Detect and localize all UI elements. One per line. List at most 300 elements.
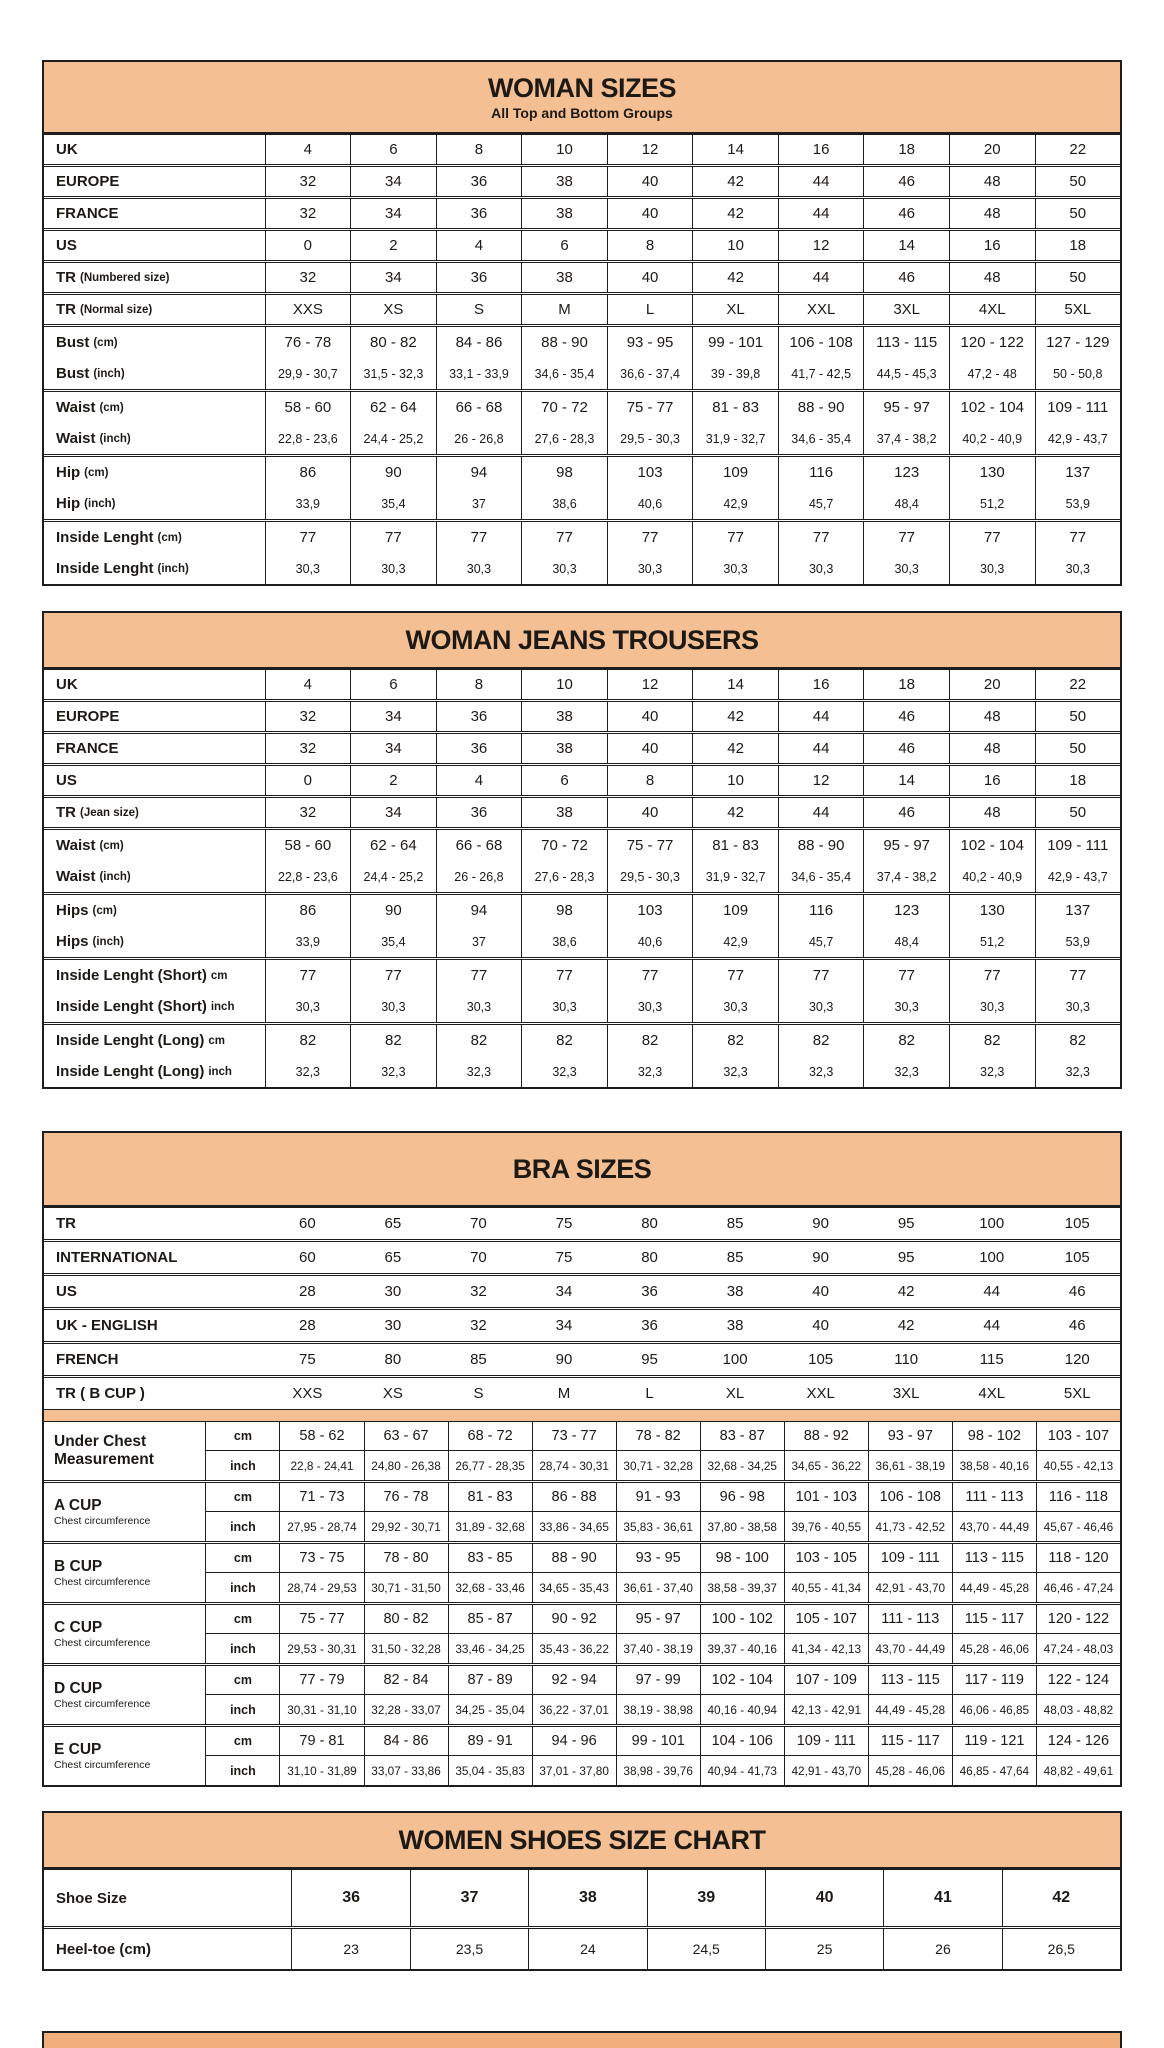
row-label-text: EUROPE — [56, 173, 120, 190]
cup-name: C CUP — [54, 1618, 103, 1636]
size-value-cell: 66 - 68 — [436, 830, 522, 861]
size-value-cell: 115 — [979, 1351, 1004, 1368]
size-value-cell: 32,3 — [350, 1056, 436, 1087]
size-value-cell: 116 - 118 — [1036, 1483, 1120, 1511]
cup-rows — [205, 1605, 1120, 1663]
size-value-cell: 91 - 93 — [616, 1483, 700, 1511]
size-value-cell: 46 — [1068, 1283, 1086, 1300]
size-value-cell: 4 — [265, 135, 351, 164]
size-value-cell: 75 — [299, 1351, 316, 1368]
size-value-cell: 48 — [949, 798, 1035, 827]
size-value-cell: 44 — [778, 702, 864, 731]
table-row — [44, 702, 1120, 731]
row-group — [44, 167, 1120, 199]
size-value-cell: 39 - 39,8 — [692, 358, 778, 389]
size-value-cell: 36,61 - 37,40 — [616, 1573, 700, 1602]
size-value-cell: 77 — [521, 960, 607, 991]
size-value-cell: 39,76 - 40,55 — [784, 1512, 868, 1541]
size-value-cell: 82 — [607, 1025, 693, 1056]
size-value-cell: 16 — [949, 766, 1035, 795]
size-value-cell: M — [557, 1385, 571, 1402]
size-value-cell: 42,9 — [692, 926, 778, 957]
size-value-cell: 32,3 — [949, 1056, 1035, 1087]
size-value-cell: 35,4 — [350, 926, 436, 957]
row-label-note: (Numbered size) — [80, 271, 170, 284]
size-value-cell: 95 — [897, 1215, 915, 1232]
table-title: BRA SIZES — [512, 1153, 652, 1184]
unit-cell: inch — [205, 1756, 279, 1785]
size-value-cell: 88 - 90 — [521, 327, 607, 358]
size-value-cell: 109 — [692, 895, 778, 926]
row-group — [44, 798, 1120, 830]
size-value-cell: 14 — [692, 670, 778, 699]
size-value-cell: 60 — [299, 1249, 316, 1266]
size-value-cell: 18 — [863, 135, 949, 164]
bra-sizes-table — [42, 1131, 1122, 1787]
table-row — [44, 1344, 1120, 1375]
size-value-cell: 77 — [436, 522, 522, 553]
size-value-cell: 84 - 86 — [364, 1727, 448, 1755]
table-row — [205, 1483, 1120, 1512]
size-value-cell: 115 - 117 — [868, 1727, 952, 1755]
size-value-cell: 31,9 - 32,7 — [692, 423, 778, 454]
table-row — [44, 798, 1120, 827]
row-label-text: FRANCE — [56, 205, 119, 222]
cup-subtitle: Chest circumference — [54, 1576, 151, 1589]
row-group — [44, 231, 1120, 263]
size-value-cell: 28 — [299, 1317, 316, 1334]
unit-cell: cm — [205, 1727, 279, 1755]
size-value-cell: 34 — [350, 263, 436, 292]
table-row — [44, 895, 1120, 926]
row-label — [44, 1870, 291, 1926]
size-value-cell: 98 — [521, 457, 607, 488]
row-label-note: (inch) — [84, 497, 116, 510]
row-label — [44, 960, 265, 991]
size-value-cell: 42 — [897, 1317, 915, 1334]
size-value-cell: 14 — [863, 766, 949, 795]
cup-label — [44, 1483, 205, 1541]
size-value-cell: 38 — [521, 702, 607, 731]
size-value-cell: 77 - 79 — [279, 1666, 363, 1694]
table-row — [205, 1573, 1120, 1602]
row-label-note: (cm) — [157, 531, 182, 544]
size-value-cell: 37,01 - 37,80 — [532, 1756, 616, 1785]
size-value-cell: 113 - 115 — [863, 327, 949, 358]
size-value-cell: 58 - 60 — [265, 392, 351, 423]
size-value-cell: 48 — [949, 167, 1035, 196]
table-row — [44, 1208, 1120, 1239]
size-value-cell: 38,6 — [521, 926, 607, 957]
size-value-cell: 32,3 — [863, 1056, 949, 1087]
size-value-cell: 130 — [949, 895, 1035, 926]
size-value-cell: 116 — [778, 895, 864, 926]
size-value-cell: 75 - 77 — [279, 1605, 363, 1633]
size-value-cell: 22,8 - 24,41 — [279, 1451, 363, 1480]
table-row — [44, 1870, 1120, 1926]
table-row — [44, 135, 1120, 164]
size-value-cell: 31,50 - 32,28 — [364, 1634, 448, 1663]
size-value-cell: 26,5 — [1002, 1929, 1120, 1969]
size-value-cell: 109 - 111 — [784, 1727, 868, 1755]
size-value-cell: 35,04 - 35,83 — [448, 1756, 532, 1785]
size-value-cell: 37 — [436, 926, 522, 957]
table-row — [44, 327, 1120, 358]
size-value-cell: 33,9 — [265, 488, 351, 519]
size-value-cell: 27,6 - 28,3 — [521, 423, 607, 454]
row-group — [44, 1929, 1120, 1969]
size-value-cell: 100 — [979, 1215, 1005, 1232]
size-value-cell: 0 — [265, 231, 351, 260]
size-value-cell: 103 — [607, 895, 693, 926]
row-label — [44, 1056, 265, 1087]
size-value-cell: XS — [382, 1385, 403, 1402]
size-value-cell: 103 - 105 — [784, 1544, 868, 1572]
row-label-text: US — [56, 772, 77, 789]
size-value-cell: 38,58 - 39,37 — [700, 1573, 784, 1602]
shoes-table — [42, 1811, 1122, 1971]
size-value-cell: 77 — [350, 960, 436, 991]
size-value-cell: 29,5 - 30,3 — [607, 423, 693, 454]
size-value-cell: 95 - 97 — [863, 830, 949, 861]
table-row — [44, 457, 1120, 488]
size-value-cell: 41,34 - 42,13 — [784, 1634, 868, 1663]
cup-subtitle: Chest circumference — [54, 1637, 151, 1650]
size-value-cell: 77 — [692, 960, 778, 991]
size-value-cell: 77 — [436, 960, 522, 991]
size-value-cell: 16 — [778, 135, 864, 164]
size-value-cell: 77 — [265, 960, 351, 991]
size-value-cell: XXL — [778, 295, 864, 324]
size-value-cell: 86 - 88 — [532, 1483, 616, 1511]
cup-rows — [205, 1422, 1120, 1480]
size-value-cell: 40 — [607, 263, 693, 292]
size-value-cell: 120 - 122 — [949, 327, 1035, 358]
row-label-text: TR — [56, 301, 76, 318]
row-label — [44, 488, 265, 519]
size-value-cell: 40 — [607, 199, 693, 228]
size-value-cell: 34 — [555, 1283, 573, 1300]
size-value-cell: 42 — [692, 734, 778, 763]
size-value-cell: 92 - 94 — [532, 1666, 616, 1694]
size-value-cell: 58 - 62 — [279, 1422, 363, 1450]
size-value-cell: 101 - 103 — [784, 1483, 868, 1511]
size-value-cell: 115 - 117 — [952, 1605, 1036, 1633]
size-value-cell: 40 — [607, 167, 693, 196]
row-label — [44, 798, 265, 827]
size-value-cell: 10 — [521, 135, 607, 164]
table-row — [44, 670, 1120, 699]
table-row — [205, 1512, 1120, 1541]
size-value-cell: 46 — [863, 199, 949, 228]
size-value-cell: 42 — [692, 263, 778, 292]
size-value-cell: 36 — [436, 734, 522, 763]
size-value-cell: 109 - 111 — [1035, 392, 1121, 423]
row-label-note: (cm) — [84, 466, 109, 479]
size-value-cell: 22 — [1035, 135, 1121, 164]
size-value-cell: 47,2 - 48 — [949, 358, 1035, 389]
size-value-cell: 18 — [1035, 766, 1121, 795]
table-row — [44, 766, 1120, 795]
size-value-cell: 34,65 - 35,43 — [532, 1573, 616, 1602]
next-table-header-cutoff — [42, 2031, 1122, 2048]
row-label — [44, 457, 265, 488]
size-value-cell: 48 — [949, 199, 1035, 228]
size-value-cell: 50 — [1035, 734, 1121, 763]
table-row — [44, 423, 1120, 454]
size-value-cell: 77 — [949, 960, 1035, 991]
size-value-cell: 76 - 78 — [364, 1483, 448, 1511]
row-label-note: (inch) — [92, 935, 124, 948]
row-label-text: UK — [56, 141, 78, 158]
table-row — [44, 830, 1120, 861]
row-group — [44, 1310, 1120, 1344]
size-value-cell: 4 — [436, 766, 522, 795]
size-value-cell: 36 — [641, 1317, 658, 1334]
unit-cell: inch — [205, 1451, 279, 1480]
row-group — [44, 670, 1120, 702]
size-value-cell: 48,82 - 49,61 — [1036, 1756, 1120, 1785]
size-value-cell: 40,55 - 41,34 — [784, 1573, 868, 1602]
size-value-cell: 34 — [350, 702, 436, 731]
row-group — [44, 830, 1120, 895]
table-title: WOMAN JEANS TROUSERS — [405, 624, 759, 655]
row-label-text: Hips — [56, 902, 89, 919]
table-row — [205, 1634, 1120, 1663]
size-value-cell: 37,40 - 38,19 — [616, 1634, 700, 1663]
size-value-cell: 23 — [291, 1929, 409, 1969]
size-value-cell: 137 — [1035, 895, 1121, 926]
size-value-cell: 12 — [778, 231, 864, 260]
size-value-cell: 36 — [291, 1870, 409, 1926]
size-value-cell: 30,3 — [521, 553, 607, 584]
size-value-cell: 80 — [384, 1351, 402, 1368]
table-row — [44, 734, 1120, 763]
cup-rows — [205, 1483, 1120, 1541]
table-row — [44, 392, 1120, 423]
size-value-cell: 85 — [470, 1351, 487, 1368]
size-value-cell: 73 - 75 — [279, 1544, 363, 1572]
size-value-cell: 82 - 84 — [364, 1666, 448, 1694]
size-value-cell: 36,61 - 38,19 — [868, 1451, 952, 1480]
size-value-cell: 32 — [470, 1317, 487, 1334]
row-label — [44, 167, 265, 196]
size-value-cell: 105 — [808, 1351, 834, 1368]
size-value-cell: 86 — [265, 895, 351, 926]
divider-band — [42, 1409, 1122, 1422]
size-value-cell: 26 - 26,8 — [436, 861, 522, 892]
size-value-cell: 30,3 — [692, 991, 778, 1022]
size-value-cell: 28,74 - 30,31 — [532, 1451, 616, 1480]
size-value-cell: 84 - 86 — [436, 327, 522, 358]
size-value-cell: 98 - 100 — [700, 1544, 784, 1572]
size-value-cell: 111 - 113 — [868, 1605, 952, 1633]
size-value-cell: 127 - 129 — [1035, 327, 1121, 358]
size-value-cell: 42,9 - 43,7 — [1035, 861, 1121, 892]
size-value-cell: 46 — [863, 702, 949, 731]
size-value-cell: 36 — [641, 1283, 658, 1300]
size-value-cell: 32,68 - 33,46 — [448, 1573, 532, 1602]
size-value-cell: 30 — [384, 1283, 402, 1300]
size-value-cell: 16 — [778, 670, 864, 699]
table-row — [205, 1544, 1120, 1573]
size-value-cell: 6 — [350, 670, 436, 699]
row-group — [44, 295, 1120, 327]
size-value-cell: 38 — [521, 798, 607, 827]
table-row — [44, 960, 1120, 991]
size-value-cell: 94 — [436, 895, 522, 926]
table-row — [44, 231, 1120, 260]
row-label-note: inch — [210, 1000, 235, 1013]
size-value-cell: 42,9 — [692, 488, 778, 519]
row-label — [44, 231, 265, 260]
size-value-cell: 28,74 - 29,53 — [279, 1573, 363, 1602]
size-value-cell: 45,28 - 46,06 — [952, 1634, 1036, 1663]
size-value-cell: 46 — [863, 798, 949, 827]
size-value-cell: XL — [725, 1385, 745, 1402]
table-row — [205, 1756, 1120, 1785]
bra-band-sizes-body — [42, 1207, 1122, 1409]
row-group — [44, 766, 1120, 798]
size-value-cell: 40,94 - 41,73 — [700, 1756, 784, 1785]
cup-rows — [205, 1727, 1120, 1785]
row-label-text: Inside Lenght (Short) — [56, 967, 207, 984]
table-row — [205, 1666, 1120, 1695]
size-value-cell: 32,3 — [436, 1056, 522, 1087]
table-title: WOMEN SHOES SIZE CHART — [398, 1824, 766, 1855]
size-value-cell: 36 — [436, 199, 522, 228]
size-value-cell: 60 — [299, 1215, 316, 1232]
size-value-cell: 32 — [265, 199, 351, 228]
row-group — [44, 199, 1120, 231]
row-label — [44, 1929, 291, 1969]
unit-cell: cm — [205, 1666, 279, 1694]
size-value-cell: 98 — [521, 895, 607, 926]
row-label-text: Hips — [56, 933, 89, 950]
row-label-text: FRENCH — [56, 1351, 119, 1368]
cup-label — [44, 1544, 205, 1602]
row-label — [44, 522, 265, 553]
size-value-cell: 89 - 91 — [448, 1727, 532, 1755]
size-value-cell: 82 — [778, 1025, 864, 1056]
size-value-cell: 12 — [607, 135, 693, 164]
shoes-body — [42, 1869, 1122, 1971]
size-value-cell: 48,4 — [863, 488, 949, 519]
cup-label — [44, 1727, 205, 1785]
table-title: WOMAN SIZES — [488, 73, 676, 103]
size-value-cell: 30,3 — [778, 553, 864, 584]
row-label-note: (cm) — [99, 839, 124, 852]
unit-cell: inch — [205, 1695, 279, 1724]
size-value-cell: 32,68 - 34,25 — [700, 1451, 784, 1480]
size-value-cell: 30,3 — [265, 553, 351, 584]
size-value-cell: 77 — [1035, 522, 1121, 553]
size-value-cell: 44 — [778, 167, 864, 196]
cup-subtitle: Chest circumference — [54, 1515, 151, 1528]
size-value-cell: 102 - 104 — [949, 830, 1035, 861]
cup-subtitle: Chest circumference — [54, 1759, 151, 1772]
size-value-cell: 18 — [1035, 231, 1121, 260]
size-value-cell: 34,6 - 35,4 — [521, 358, 607, 389]
size-value-cell: 94 - 96 — [532, 1727, 616, 1755]
row-label-text: EUROPE — [56, 708, 120, 725]
size-value-cell: 48,4 — [863, 926, 949, 957]
table-row — [44, 1242, 1120, 1273]
size-value-cell: 42,13 - 42,91 — [784, 1695, 868, 1724]
size-value-cell: 37,4 - 38,2 — [863, 861, 949, 892]
size-value-cell: 78 - 80 — [364, 1544, 448, 1572]
size-value-cell: 123 — [863, 457, 949, 488]
size-value-cell: 31,9 - 32,7 — [692, 861, 778, 892]
size-value-cell: 41,73 - 42,52 — [868, 1512, 952, 1541]
woman-sizes-header — [42, 60, 1122, 134]
size-value-cell: 103 — [607, 457, 693, 488]
size-value-cell: 106 - 108 — [868, 1483, 952, 1511]
size-value-cell: 42,9 - 43,7 — [1035, 423, 1121, 454]
cup-label — [44, 1605, 205, 1663]
row-label-text: FRANCE — [56, 740, 119, 757]
size-value-cell: 44 — [983, 1317, 1001, 1334]
row-group — [44, 895, 1120, 960]
size-value-cell: 30,3 — [607, 991, 693, 1022]
size-value-cell: 35,4 — [350, 488, 436, 519]
row-group — [44, 702, 1120, 734]
row-label-note: (inch) — [99, 870, 131, 883]
size-value-cell: 82 — [1035, 1025, 1121, 1056]
size-value-cell: M — [521, 295, 607, 324]
row-label-text: Inside Lenght — [56, 529, 154, 546]
size-value-cell: 46 — [863, 734, 949, 763]
size-value-cell: 46 — [863, 263, 949, 292]
size-value-cell: 81 - 83 — [448, 1483, 532, 1511]
row-label-text: Inside Lenght (Long) — [56, 1063, 205, 1080]
size-value-cell: 88 - 90 — [778, 830, 864, 861]
size-value-cell: 44 — [778, 798, 864, 827]
size-value-cell: 30,31 - 31,10 — [279, 1695, 363, 1724]
size-value-cell: 82 — [350, 1025, 436, 1056]
size-value-cell: 42,91 - 43,70 — [868, 1573, 952, 1602]
row-label-text: Waist — [56, 837, 96, 854]
size-value-cell: 14 — [692, 135, 778, 164]
size-value-cell: 42 — [692, 167, 778, 196]
size-value-cell: 51,2 — [949, 488, 1035, 519]
size-value-cell: 137 — [1035, 457, 1121, 488]
size-value-cell: 41,7 - 42,5 — [778, 358, 864, 389]
size-value-cell: 30 — [384, 1317, 402, 1334]
row-label — [44, 327, 265, 358]
size-value-cell: 48 — [949, 702, 1035, 731]
size-value-cell: 77 — [265, 522, 351, 553]
size-value-cell: 2 — [350, 231, 436, 260]
table-row — [205, 1422, 1120, 1451]
size-value-cell: 5XL — [1035, 295, 1121, 324]
size-value-cell: 24,5 — [647, 1929, 765, 1969]
row-label-text: Hip — [56, 464, 81, 481]
size-value-cell: 43,70 - 44,49 — [868, 1634, 952, 1663]
size-value-cell: 12 — [778, 766, 864, 795]
size-value-cell: 48,03 - 48,82 — [1036, 1695, 1120, 1724]
row-label-note: (cm) — [93, 336, 118, 349]
row-label-text: TR — [56, 804, 76, 821]
table-row — [44, 861, 1120, 892]
size-value-cell: 113 - 115 — [952, 1544, 1036, 1572]
row-label — [44, 263, 265, 292]
size-value-cell: 46,85 - 47,64 — [952, 1756, 1036, 1785]
size-value-cell: 0 — [265, 766, 351, 795]
table-row — [44, 488, 1120, 519]
size-value-cell: 34 — [555, 1317, 573, 1334]
row-label-text: TR — [56, 1215, 76, 1232]
